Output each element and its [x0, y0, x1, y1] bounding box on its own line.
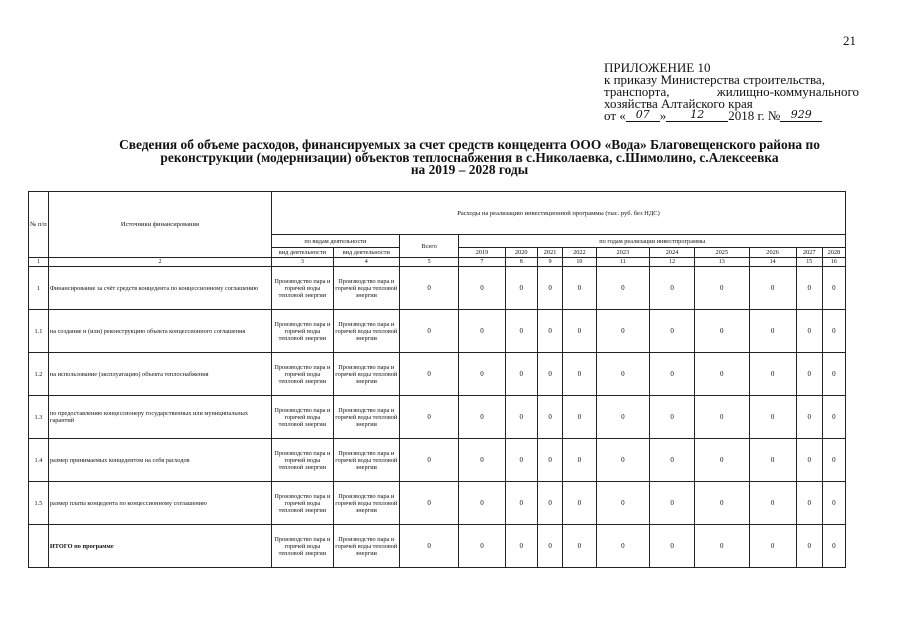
header-year: 2026 [749, 248, 796, 258]
row-total: 0 [399, 525, 459, 568]
table-row [29, 439, 846, 482]
row-total: 0 [399, 439, 459, 482]
row-year-value: 0 [822, 439, 845, 482]
header-group: Расходы на реализацию инвестиционной программы (тыс. руб. без НДС) [271, 192, 845, 235]
row-activity-b: Производство пара и горячей воды тепловой энергии [333, 310, 399, 353]
row-year-value: 0 [650, 353, 695, 396]
sign-day: 07 [635, 108, 650, 121]
row-activity-b: Производство пара и горячей воды тепловой энергии [333, 482, 399, 525]
row-year-value: 0 [796, 353, 822, 396]
row-year-value: 0 [822, 353, 845, 396]
row-total: 0 [399, 396, 459, 439]
row-year-value: 0 [749, 310, 796, 353]
column-number: 10 [563, 258, 597, 267]
row-year-value: 0 [563, 267, 597, 310]
row-year-value: 0 [695, 353, 749, 396]
row-year-value: 0 [596, 439, 649, 482]
row-year-value: 0 [459, 482, 505, 525]
title-line-3: на 2019 – 2028 годы [410, 162, 529, 177]
table-body [29, 267, 846, 568]
row-year-value: 0 [695, 525, 749, 568]
row-year-value: 0 [538, 267, 563, 310]
table-row [29, 310, 846, 353]
row-year-value: 0 [695, 482, 749, 525]
row-activity-a: Производство пара и горячей воды тепловой энергии [271, 482, 333, 525]
table-row [29, 353, 846, 396]
row-year-value: 0 [650, 439, 695, 482]
column-number: 1 [29, 258, 49, 267]
header-activity-b: вид деятельности [333, 248, 399, 258]
sign-mid: » [659, 108, 667, 123]
row-activity-a: Производство пара и горячей воды тепловой энергии [271, 353, 333, 396]
row-year-value: 0 [563, 353, 597, 396]
row-year-value: 0 [505, 525, 537, 568]
row-year-value: 0 [596, 396, 649, 439]
annex-signature-line [604, 110, 859, 122]
row-source: размер платы концедента по концессионному соглашению [48, 482, 271, 525]
sign-month: 12 [690, 108, 705, 121]
row-year-value: 0 [459, 310, 505, 353]
row-year-value: 0 [459, 439, 505, 482]
row-year-value: 0 [796, 310, 822, 353]
row-year-value: 0 [695, 396, 749, 439]
row-number: 1.1 [29, 310, 49, 353]
column-number: 15 [796, 258, 822, 267]
row-year-value: 0 [505, 267, 537, 310]
row-activity-a: Производство пара и горячей воды тепловой энергии [271, 396, 333, 439]
document-title [82, 139, 857, 177]
row-year-value: 0 [695, 439, 749, 482]
row-year-value: 0 [695, 310, 749, 353]
header-year: 2021 [538, 248, 563, 258]
row-number: 1.5 [29, 482, 49, 525]
row-year-value: 0 [596, 310, 649, 353]
row-source: на создание и (или) реконструкцию объекта концессионного соглашения [48, 310, 271, 353]
title-line-1: Сведения об объеме расходов, финансируемых за счет средств концедента ООО «Вода» Благовещенского района по [119, 137, 820, 152]
row-number: 1.2 [29, 353, 49, 396]
table-row [29, 267, 846, 310]
row-number: 1.4 [29, 439, 49, 482]
column-number: 11 [596, 258, 649, 267]
header-year: 2027 [796, 248, 822, 258]
row-activity-b: Производство пара и горячей воды тепловой энергии [333, 396, 399, 439]
row-year-value: 0 [650, 525, 695, 568]
row-year-value: 0 [538, 439, 563, 482]
header-year: 2019 [459, 248, 505, 258]
sign-day-blank [626, 110, 660, 122]
row-year-value: 0 [505, 396, 537, 439]
row-activity-b: Производство пара и горячей воды тепловой энергии [333, 439, 399, 482]
row-year-value: 0 [563, 482, 597, 525]
row-year-value: 0 [563, 525, 597, 568]
row-year-value: 0 [596, 353, 649, 396]
row-year-value: 0 [505, 482, 537, 525]
title-line-2: реконструкции (модернизации) объектов теплоснабжения в с.Николаевка, с.Шимолино, с.Алексеевка [160, 149, 779, 165]
header-year: 2020 [505, 248, 537, 258]
row-year-value: 0 [749, 353, 796, 396]
row-total: 0 [399, 353, 459, 396]
row-activity-a: Производство пара и горячей воды тепловой энергии [271, 310, 333, 353]
row-year-value: 0 [822, 267, 845, 310]
row-year-value: 0 [796, 525, 822, 568]
row-year-value: 0 [538, 353, 563, 396]
row-year-value: 0 [822, 310, 845, 353]
row-year-value: 0 [538, 525, 563, 568]
row-year-value: 0 [749, 267, 796, 310]
row-activity-a: Производство пара и горячей воды тепловой энергии [271, 267, 333, 310]
row-year-value: 0 [650, 310, 695, 353]
row-source: размер принимаемых концедентом на себя расходов [48, 439, 271, 482]
row-activity-b: Производство пара и горячей воды тепловой энергии [333, 267, 399, 310]
row-total: 0 [399, 267, 459, 310]
row-activity-b: Производство пара и горячей воды тепловой энергии [333, 525, 399, 568]
row-year-value: 0 [822, 396, 845, 439]
row-year-value: 0 [796, 439, 822, 482]
row-year-value: 0 [749, 482, 796, 525]
column-number: 7 [459, 258, 505, 267]
row-year-value: 0 [796, 396, 822, 439]
row-total: 0 [399, 482, 459, 525]
row-number: 1 [29, 267, 49, 310]
row-source: Финансирование за счёт средств концедента по концессионному соглашению [48, 267, 271, 310]
header-year: 2024 [650, 248, 695, 258]
column-number: 3 [271, 258, 333, 267]
annex-heading [604, 62, 859, 122]
row-year-value: 0 [459, 267, 505, 310]
row-year-value: 0 [538, 310, 563, 353]
table-row [29, 482, 846, 525]
page-number: 21 [843, 33, 856, 48]
header-activity-a: вид деятельности [271, 248, 333, 258]
annex-title: ПРИЛОЖЕНИЕ 10 [604, 60, 711, 75]
row-year-value: 0 [650, 267, 695, 310]
column-number: 13 [695, 258, 749, 267]
row-number: 1.3 [29, 396, 49, 439]
table-row [29, 396, 846, 439]
row-year-value: 0 [505, 439, 537, 482]
row-year-value: 0 [505, 353, 537, 396]
annex-line-1: к приказу Министерства строительства, [604, 72, 825, 87]
row-activity-a: Производство пара и горячей воды тепловой энергии [271, 439, 333, 482]
row-source: ИТОГО по программе [48, 525, 271, 568]
header-total: Всего [399, 235, 459, 258]
header-year: 2028 [822, 248, 845, 258]
header-year: 2025 [695, 248, 749, 258]
header-by-years: по годам реализации инвестпрограммы [459, 235, 846, 248]
header-year: 2023 [596, 248, 649, 258]
column-number: 5 [399, 258, 459, 267]
row-year-value: 0 [749, 396, 796, 439]
row-year-value: 0 [538, 482, 563, 525]
row-year-value: 0 [538, 396, 563, 439]
annex-line-3: хозяйства Алтайского края [604, 96, 753, 111]
row-source: на использование (эксплуатацию) объекта теплоснабжения [48, 353, 271, 396]
row-number [29, 525, 49, 568]
column-number-row [29, 258, 846, 267]
column-number: 12 [650, 258, 695, 267]
row-year-value: 0 [749, 525, 796, 568]
sign-number-blank [780, 110, 822, 122]
row-year-value: 0 [796, 267, 822, 310]
row-total: 0 [399, 310, 459, 353]
column-number: 16 [822, 258, 845, 267]
row-year-value: 0 [596, 525, 649, 568]
row-activity-b: Производство пара и горячей воды тепловой энергии [333, 353, 399, 396]
row-source: по предоставлению концессионеру государственных или муниципальных гарантий [48, 396, 271, 439]
column-number: 4 [333, 258, 399, 267]
row-year-value: 0 [459, 525, 505, 568]
row-year-value: 0 [822, 482, 845, 525]
sign-prefix: от « [604, 108, 626, 123]
row-year-value: 0 [505, 310, 537, 353]
column-number: 8 [505, 258, 537, 267]
sign-number: 929 [790, 108, 812, 121]
row-year-value: 0 [563, 396, 597, 439]
row-year-value: 0 [563, 310, 597, 353]
header-no: № п/п [29, 192, 49, 258]
row-year-value: 0 [650, 482, 695, 525]
annex-line-2-part-1: транспорта, [604, 84, 670, 99]
row-year-value: 0 [822, 525, 845, 568]
row-year-value: 0 [796, 482, 822, 525]
row-year-value: 0 [596, 267, 649, 310]
header-year: 2022 [563, 248, 597, 258]
expenses-table [28, 191, 846, 568]
annex-line-2-part-2: жилищно-коммунального [716, 84, 859, 99]
row-year-value: 0 [650, 396, 695, 439]
sign-month-blank [666, 110, 728, 122]
row-year-value: 0 [596, 482, 649, 525]
header-source: Источники финансирования [48, 192, 271, 258]
row-year-value: 0 [749, 439, 796, 482]
header-by-activity: по видам деятельности [271, 235, 399, 248]
row-year-value: 0 [695, 267, 749, 310]
row-year-value: 0 [459, 353, 505, 396]
row-activity-a: Производство пара и горячей воды тепловой энергии [271, 525, 333, 568]
row-year-value: 0 [563, 439, 597, 482]
column-number: 2 [48, 258, 271, 267]
column-number: 14 [749, 258, 796, 267]
column-number: 9 [538, 258, 563, 267]
row-year-value: 0 [459, 396, 505, 439]
table-row [29, 525, 846, 568]
table-header-row-1 [29, 192, 846, 235]
sign-year: 2018 г. № [728, 108, 781, 123]
